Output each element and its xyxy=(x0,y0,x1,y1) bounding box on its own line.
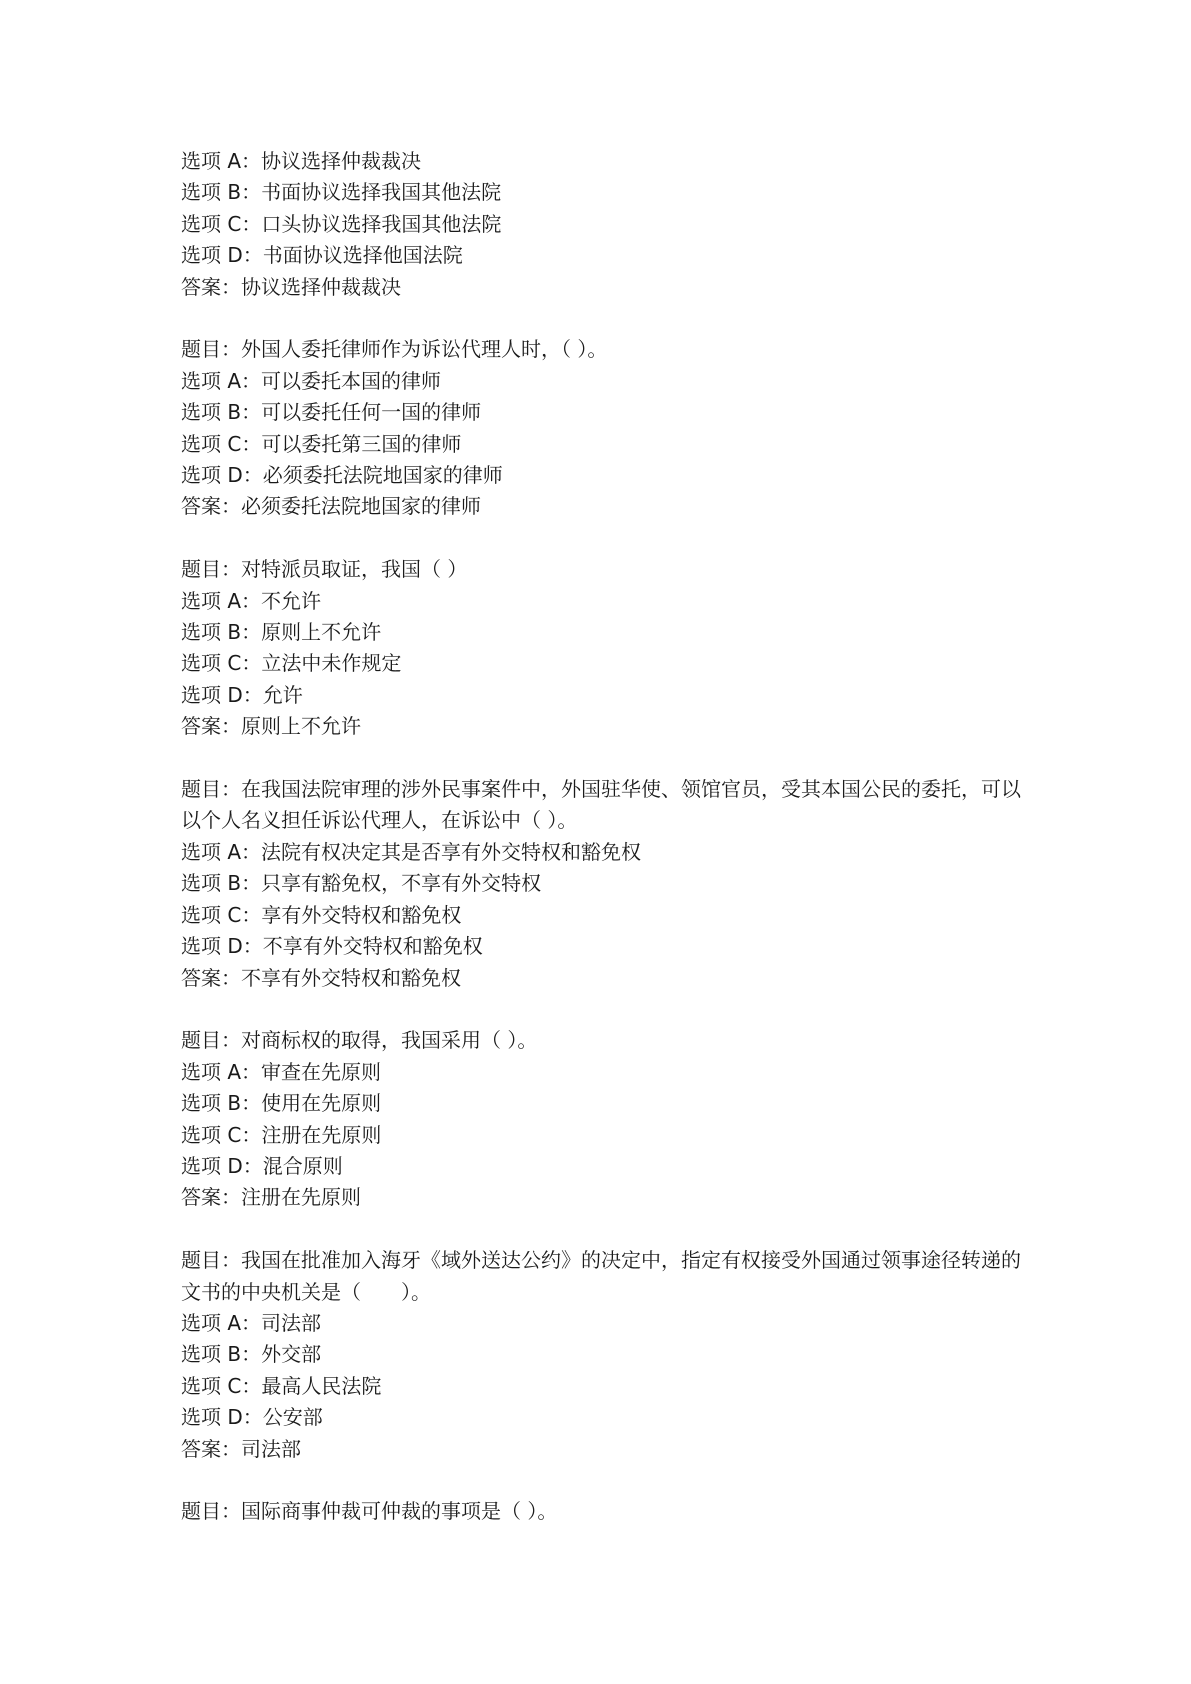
option-text: 选项 D：不享有外交特权和豁免权 xyxy=(181,934,483,959)
block-separator xyxy=(181,523,1031,554)
question-text: 题目：我国在批准加入海牙《域外送达公约》的决定中，指定有权接受外国通过领事途径转递的文书的中央机关是（ ）。 xyxy=(181,1248,1021,1304)
option-text: 选项 B：使用在先原则 xyxy=(181,1091,382,1116)
answer-text: 答案：司法部 xyxy=(181,1436,301,1461)
option-text: 选项 D：书面协议选择他国法院 xyxy=(181,243,463,268)
block-separator xyxy=(181,743,1031,774)
option-text: 选项 C：享有外交特权和豁免权 xyxy=(181,902,462,927)
option-text: 选项 B：原则上不允许 xyxy=(181,620,382,645)
answer-text: 答案：不享有外交特权和豁免权 xyxy=(181,965,461,990)
answer-text: 答案：原则上不允许 xyxy=(181,714,361,739)
option-text: 选项 D：公安部 xyxy=(181,1405,323,1430)
option-text: 选项 A：司法部 xyxy=(181,1310,322,1335)
answer-text: 答案：注册在先原则 xyxy=(181,1185,361,1210)
question-text: 题目：对商标权的取得，我国采用（ ）。 xyxy=(181,1028,538,1053)
option-text: 选项 B：可以委托任何一国的律师 xyxy=(181,400,482,425)
answer-text: 答案：协议选择仲裁裁决 xyxy=(181,274,401,299)
option-text: 选项 C：口头协议选择我国其他法院 xyxy=(181,211,502,236)
option-text: 选项 B：书面协议选择我国其他法院 xyxy=(181,180,502,205)
block-separator xyxy=(181,303,1031,334)
answer-text: 答案：必须委托法院地国家的律师 xyxy=(181,494,481,519)
option-text: 选项 A：可以委托本国的律师 xyxy=(181,368,442,393)
question-text: 题目：对特派员取证，我国（ ） xyxy=(181,557,468,582)
option-text: 选项 D：必须委托法院地国家的律师 xyxy=(181,463,503,488)
block-separator xyxy=(181,994,1031,1025)
option-text: 选项 D：混合原则 xyxy=(181,1153,343,1178)
option-text: 选项 A：审查在先原则 xyxy=(181,1059,382,1084)
option-text: 选项 B：外交部 xyxy=(181,1342,322,1367)
option-text: 选项 C：最高人民法院 xyxy=(181,1373,382,1398)
document-body xyxy=(181,146,1031,1528)
option-text: 选项 C：注册在先原则 xyxy=(181,1122,382,1147)
option-text: 选项 A：协议选择仲裁裁决 xyxy=(181,149,422,173)
option-text: 选项 D：允许 xyxy=(181,682,303,707)
question-text: 题目：在我国法院审理的涉外民事案件中，外国驻华使、领馆官员，受其本国公民的委托，可以以个人名义担任诉讼代理人，在诉讼中（ ）。 xyxy=(181,777,1021,833)
option-text: 选项 C：立法中未作规定 xyxy=(181,651,402,676)
option-text: 选项 B：只享有豁免权，不享有外交特权 xyxy=(181,871,542,896)
block-separator xyxy=(181,1214,1031,1245)
option-text: 选项 C：可以委托第三国的律师 xyxy=(181,431,462,456)
option-text: 选项 A：法院有权决定其是否享有外交特权和豁免权 xyxy=(181,839,642,864)
option-text: 选项 A：不允许 xyxy=(181,588,322,613)
question-text: 题目：外国人委托律师作为诉讼代理人时，（ ）。 xyxy=(181,337,608,362)
block-separator xyxy=(181,1465,1031,1496)
question-text: 题目：国际商事仲裁可仲裁的事项是（ ）。 xyxy=(181,1499,558,1524)
